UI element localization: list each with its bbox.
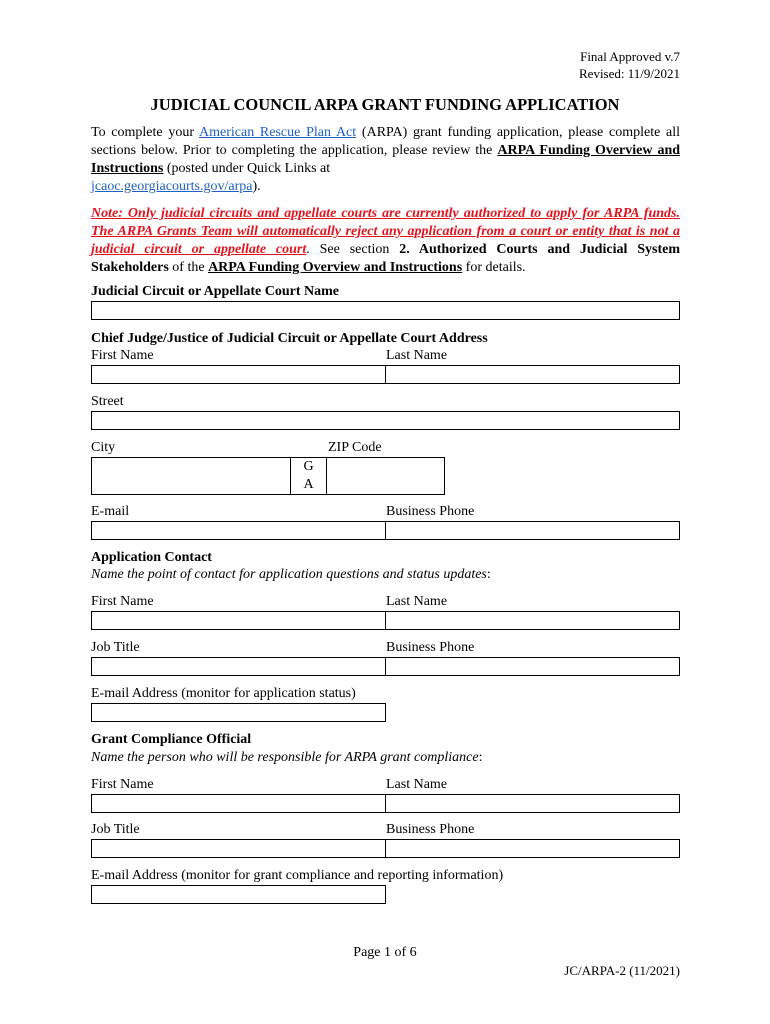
court-name-field[interactable] xyxy=(91,301,680,320)
contact-phone-label: Business Phone xyxy=(386,640,475,655)
contact-last-name-field[interactable] xyxy=(385,611,680,630)
contact-email-label: E-mail Address (monitor for application status) xyxy=(91,686,356,701)
zip-field[interactable] xyxy=(326,457,445,495)
note-text-1: . See section xyxy=(306,242,390,257)
contact-first-name-label: First Name xyxy=(91,594,154,609)
instructions-reference-2: ARPA Funding Overview and Instructions xyxy=(208,260,463,275)
compliance-first-name-field[interactable] xyxy=(91,794,386,813)
zip-label: ZIP Code xyxy=(328,440,382,455)
section-reference: 2. Authorized Courts and Judicial System Stakeholders xyxy=(91,242,680,275)
city-label: City xyxy=(91,440,116,455)
contact-instruction-text: Name the point of contact for application questions and status updates xyxy=(91,567,487,582)
chief-first-name-field[interactable] xyxy=(91,365,386,384)
state-letter-g: G xyxy=(303,459,314,474)
compliance-last-name-field[interactable] xyxy=(385,794,680,813)
note-text-3: for details. xyxy=(465,260,526,275)
compliance-email-label: E-mail Address (monitor for grant compliance and reporting information) xyxy=(91,868,504,883)
chief-last-name-field[interactable] xyxy=(385,365,680,384)
contact-email-field[interactable] xyxy=(91,703,386,722)
note-paragraph xyxy=(91,205,680,277)
intro-text-4: ). xyxy=(252,179,261,194)
city-field[interactable] xyxy=(91,457,291,495)
chief-email-field[interactable] xyxy=(91,521,386,540)
contact-job-title-field[interactable] xyxy=(91,657,386,676)
compliance-phone-label: Business Phone xyxy=(386,822,475,837)
chief-email-label: E-mail xyxy=(91,504,130,519)
contact-first-name-field[interactable] xyxy=(91,611,386,630)
intro-paragraph xyxy=(91,124,680,196)
contact-last-name-label: Last Name xyxy=(386,594,448,609)
contact-colon: : xyxy=(486,567,491,582)
chief-last-name-label: Last Name xyxy=(386,348,448,363)
street-label: Street xyxy=(91,394,124,409)
note-text-2: of the xyxy=(172,260,205,275)
street-field[interactable] xyxy=(91,411,680,430)
form-code: JC/ARPA-2 (11/2021) xyxy=(564,963,680,978)
court-name-label: Judicial Circuit or Appellate Court Name xyxy=(91,284,339,299)
compliance-phone-field[interactable] xyxy=(385,839,680,858)
contact-job-title-label: Job Title xyxy=(91,640,140,655)
application-contact-heading: Application Contact xyxy=(91,550,212,565)
version-label: Final Approved v.7 xyxy=(580,49,680,64)
compliance-job-title-field[interactable] xyxy=(91,839,386,858)
compliance-last-name-label: Last Name xyxy=(386,777,448,792)
chief-phone-field[interactable] xyxy=(385,521,680,540)
compliance-job-title-label: Job Title xyxy=(91,822,140,837)
arpa-site-link[interactable]: jcaoc.georgiacourts.gov/arpa xyxy=(91,179,253,194)
compliance-official-instruction xyxy=(91,750,482,766)
instructions-reference: ARPA Funding Overview and Instructions xyxy=(91,143,681,176)
state-field xyxy=(290,457,327,495)
state-letter-a: A xyxy=(303,477,314,492)
contact-phone-field[interactable] xyxy=(385,657,680,676)
intro-text-3: (posted under Quick Links at xyxy=(166,161,331,176)
intro-text-2: (ARPA) grant funding application, please complete all sections below. Prior to completing the application, please review the xyxy=(91,125,681,158)
arpa-link[interactable]: American Rescue Plan Act xyxy=(199,125,357,140)
compliance-email-field[interactable] xyxy=(91,885,386,904)
page-number: Page 1 of 6 xyxy=(353,945,417,960)
rejection-note: Note: Only judicial circuits and appellate courts are currently authorized to apply for ARPA funds. The ARPA Grants Team will automatically reject any application from a court or entity that is not a judicial circuit or appellate court xyxy=(91,206,680,257)
chief-phone-label: Business Phone xyxy=(386,504,475,519)
compliance-colon: : xyxy=(478,750,483,765)
chief-address-heading: Chief Judge/Justice of Judicial Circuit or Appellate Court Address xyxy=(91,331,488,346)
intro-text-1: To complete your xyxy=(91,125,195,140)
page-title: JUDICIAL COUNCIL ARPA GRANT FUNDING APPLICATION xyxy=(150,95,620,114)
compliance-instruction-text: Name the person who will be responsible for ARPA grant compliance xyxy=(91,750,479,765)
application-contact-instruction xyxy=(91,567,491,583)
revised-date: Revised: 11/9/2021 xyxy=(579,66,680,81)
compliance-first-name-label: First Name xyxy=(91,777,154,792)
chief-first-name-label: First Name xyxy=(91,348,154,363)
compliance-official-heading: Grant Compliance Official xyxy=(91,732,252,747)
